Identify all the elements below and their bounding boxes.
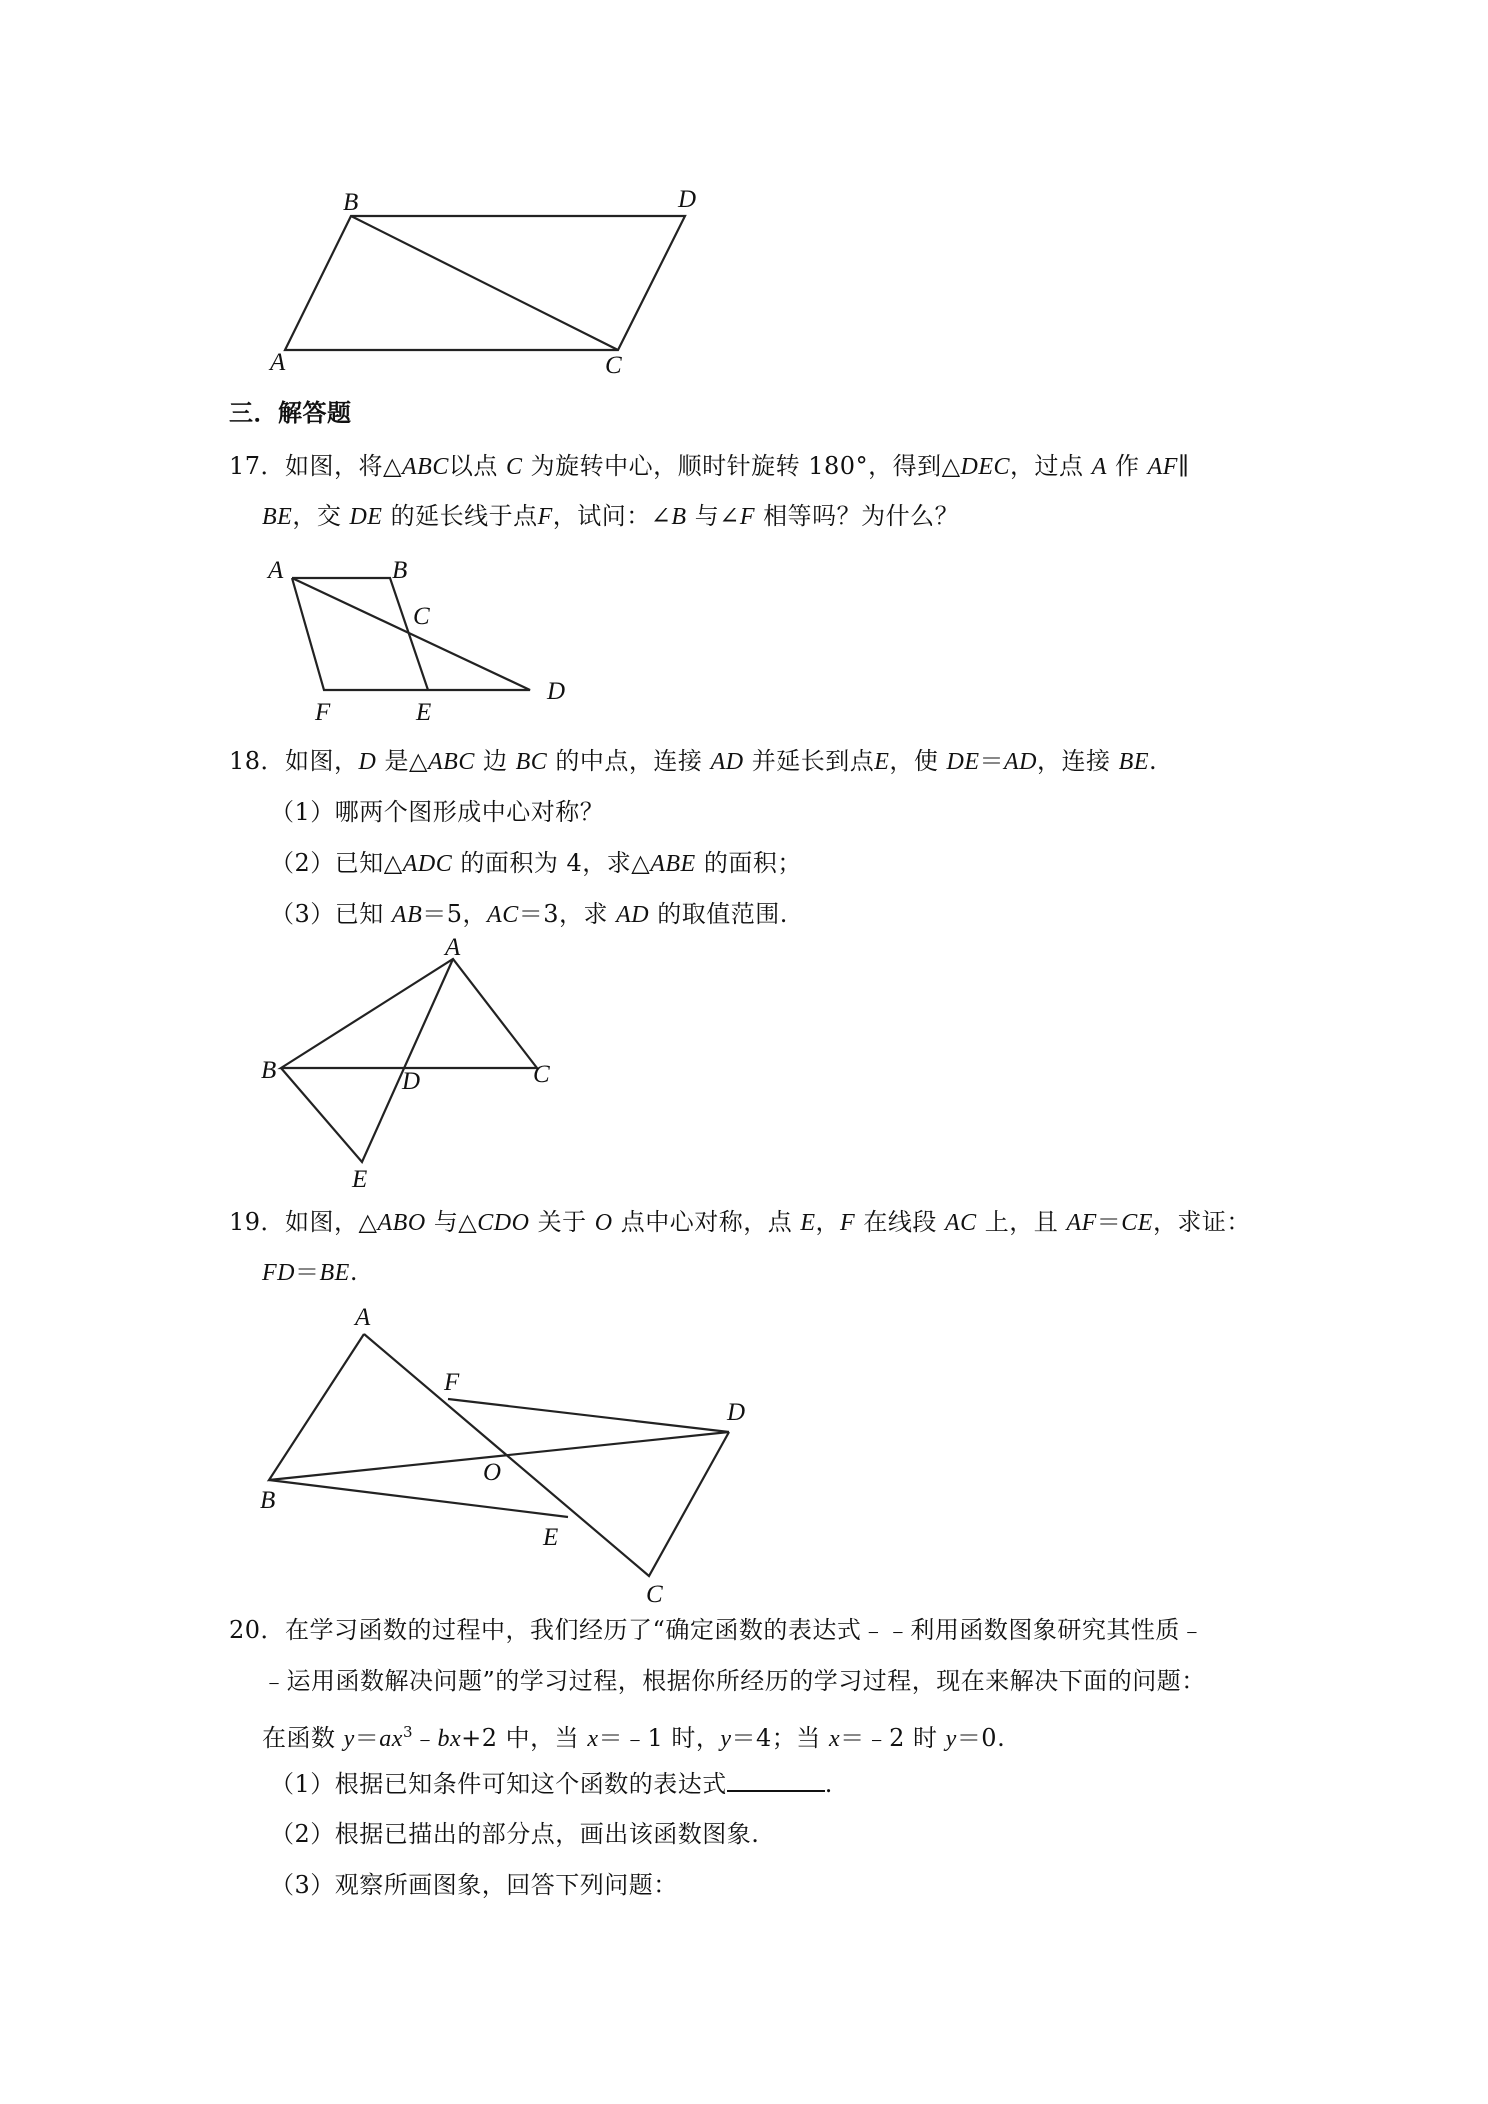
q19-label-O: O bbox=[483, 1459, 502, 1486]
q20-line2: ﹣运用函数解决问题”的学习过程，根据你所经历的学习过程，现在来解决下面的问题： bbox=[262, 1667, 1206, 1695]
q19-figure-lines bbox=[269, 1334, 729, 1576]
q20-number: 20． bbox=[229, 1616, 286, 1644]
label-D: D bbox=[678, 186, 697, 213]
q17-label-D: D bbox=[547, 678, 566, 705]
q17-number: 17． bbox=[229, 452, 286, 480]
q20-sub3: （3）观察所画图象，回答下列问题： bbox=[270, 1871, 678, 1899]
q18-sub2: （2）已知△ADC 的面积为 4，求△ABE 的面积； bbox=[270, 849, 802, 877]
q19-number: 19． bbox=[229, 1208, 286, 1236]
q19-label-F: F bbox=[444, 1369, 460, 1396]
q17-label-A: A bbox=[268, 557, 284, 584]
q17-figure-lines bbox=[292, 578, 530, 690]
q17-label-E: E bbox=[416, 699, 432, 726]
q17-label-F: F bbox=[315, 699, 331, 726]
q17-line1: 17．如图，将△ABC以点 C 为旋转中心，顺时针旋转 180°，得到△DEC，过点 A 作 AF∥ bbox=[229, 452, 1190, 480]
q20-sub2: （2）根据已描出的部分点，画出该函数图象. bbox=[270, 1820, 760, 1848]
q19-label-C: C bbox=[646, 1581, 663, 1608]
label-A: A bbox=[270, 349, 286, 376]
q18-number: 18． bbox=[229, 747, 286, 775]
q17-label-B: B bbox=[392, 557, 408, 584]
q18-figure-lines bbox=[281, 959, 537, 1162]
q18-label-C: C bbox=[533, 1061, 550, 1088]
section-title: 三．解答题 bbox=[229, 399, 352, 427]
answer-blank[interactable] bbox=[727, 1768, 825, 1792]
q17-label-C: C bbox=[413, 603, 430, 630]
q19-label-D: D bbox=[727, 1399, 746, 1426]
label-B: B bbox=[343, 189, 359, 216]
q19-label-A: A bbox=[355, 1304, 371, 1331]
q19-line2: FD＝BE. bbox=[262, 1258, 358, 1286]
q18-sub1: （1）哪两个图形成中心对称？ bbox=[270, 798, 605, 826]
q19-label-B: B bbox=[260, 1487, 276, 1514]
q20-line3: 在函数 $y=ax^3﹣bx+2$ 中，当 x＝﹣1 时，y＝4；当 x＝﹣2 时 y＝0. bbox=[262, 1723, 1006, 1752]
q19-label-E: E bbox=[543, 1524, 559, 1551]
q18-label-D: D bbox=[402, 1068, 421, 1095]
label-C: C bbox=[605, 352, 622, 379]
parallelogram-lines bbox=[285, 216, 685, 350]
q18-label-B: B bbox=[261, 1057, 277, 1084]
q19-line1: 19．如图，△ABO 与△CDO 关于 O 点中心对称，点 E，F 在线段 AC 上，且 AF＝CE，求证： bbox=[229, 1208, 1251, 1236]
q17-line2: BE，交 DE 的延长线于点F，试问：∠B 与∠F 相等吗？为什么？ bbox=[262, 502, 960, 530]
q20-line1: 20．在学习函数的过程中，我们经历了“确定函数的表达式﹣﹣利用函数图象研究其性质﹣ bbox=[229, 1616, 1205, 1644]
q18-line1: 18．如图，D 是△ABC 边 BC 的中点，连接 AD 并延长到点E，使 DE＝AD，连接 BE. bbox=[229, 747, 1158, 775]
q20-sub1: （1）根据已知条件可知这个函数的表达式 . bbox=[270, 1770, 833, 1798]
q18-sub3: （3）已知 AB＝5，AC＝3，求 AD 的取值范围. bbox=[270, 900, 788, 928]
q18-label-A: A bbox=[445, 934, 461, 961]
q18-label-E: E bbox=[352, 1166, 368, 1193]
